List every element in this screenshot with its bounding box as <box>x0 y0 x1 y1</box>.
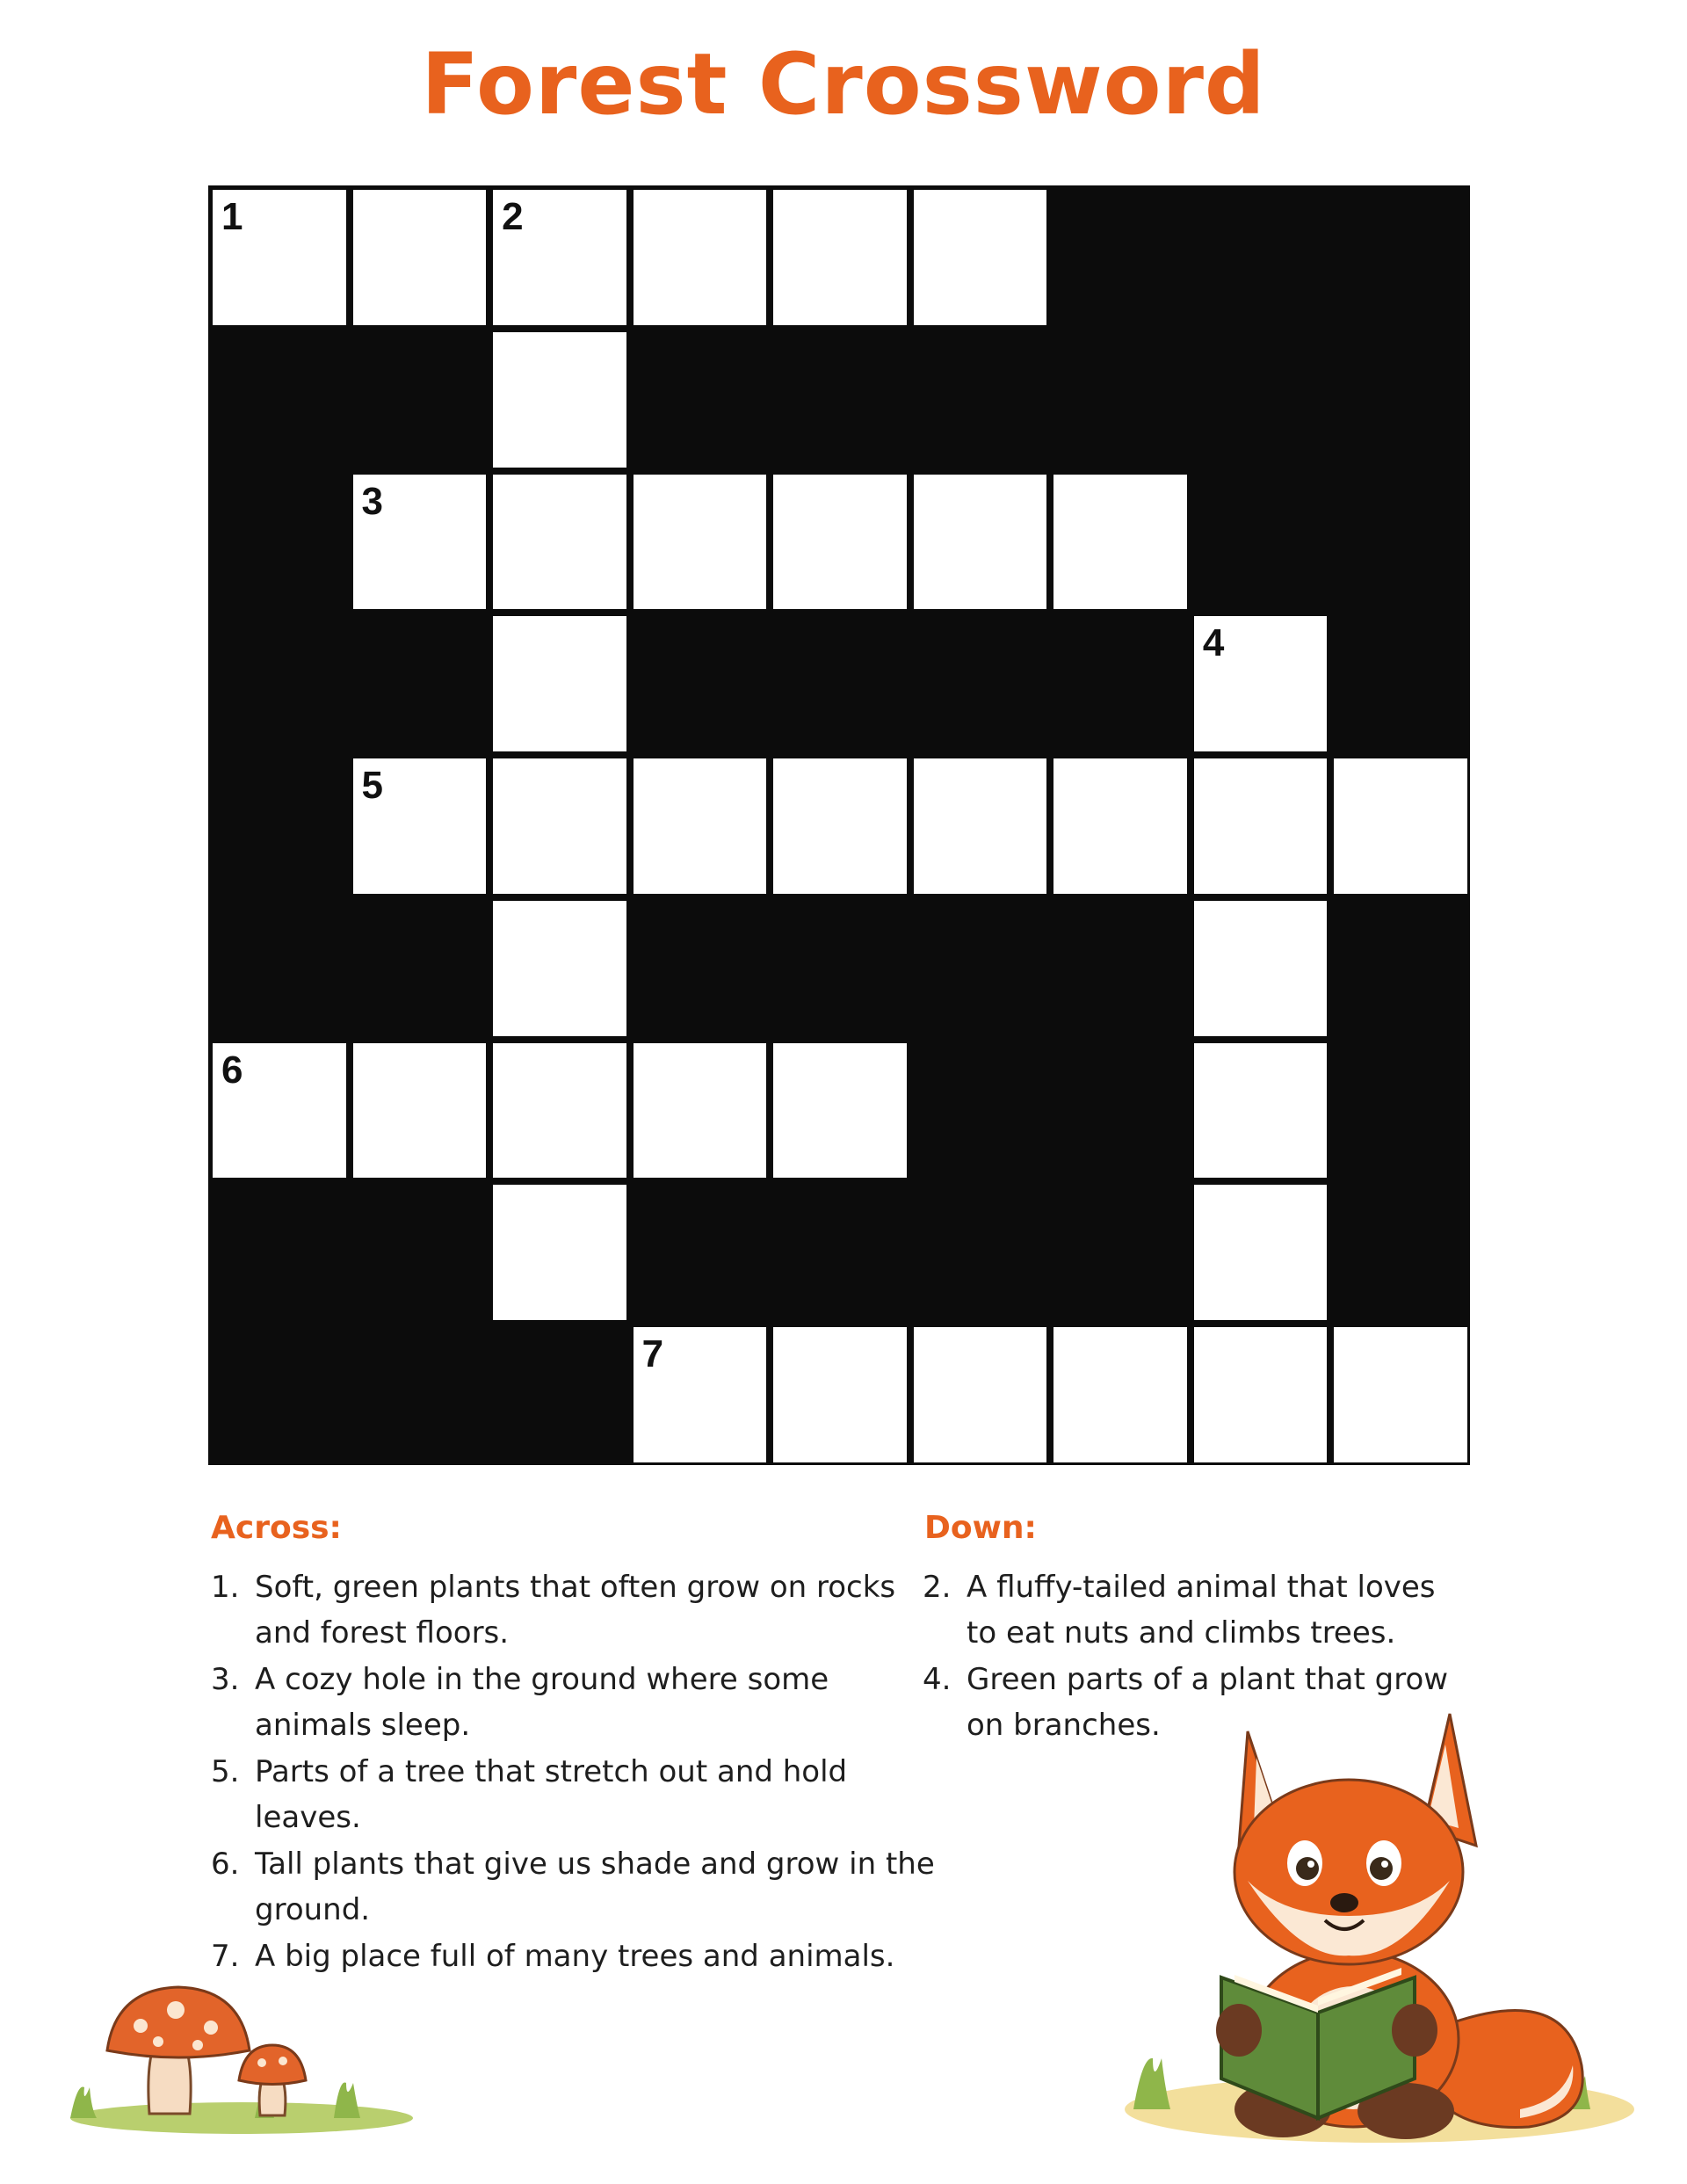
clue-number-label: 4. <box>923 1662 952 1697</box>
crossword-cell[interactable] <box>213 190 346 325</box>
clue-text: Tall plants that give us shade and grow in the ground. <box>255 1847 935 1927</box>
clue-number-label: 3. <box>211 1662 240 1697</box>
crossword-cell[interactable] <box>493 1185 626 1320</box>
clue-number-label: 5. <box>211 1754 240 1789</box>
across-clue <box>211 1841 940 1933</box>
crossword-cell[interactable] <box>914 758 1047 894</box>
crossword-cell[interactable] <box>493 901 626 1036</box>
crossword-cell[interactable] <box>1194 901 1328 1036</box>
crossword-cell[interactable] <box>1053 1327 1187 1462</box>
across-clue-list <box>211 1564 940 1980</box>
clue-number: 2 <box>502 195 524 238</box>
crossword-cell[interactable] <box>1194 1043 1328 1179</box>
crossword-cell[interactable] <box>634 475 767 610</box>
clue-number-label: 6. <box>211 1847 240 1882</box>
crossword-cell[interactable] <box>493 616 626 751</box>
crossword-cell[interactable] <box>1334 758 1467 894</box>
crossword-grid <box>208 185 1470 1465</box>
crossword-cell[interactable] <box>493 190 626 325</box>
crossword-cell[interactable] <box>634 758 767 894</box>
down-heading: Down: <box>924 1510 1037 1546</box>
clue-number-label: 2. <box>923 1570 952 1605</box>
crossword-cell[interactable] <box>493 475 626 610</box>
across-clue <box>211 1657 940 1748</box>
crossword-cell[interactable] <box>773 1327 907 1462</box>
across-heading: Across: <box>211 1510 342 1546</box>
crossword-cell[interactable] <box>914 1327 1047 1462</box>
page-title: Forest Crossword <box>421 35 1266 134</box>
crossword-cell[interactable] <box>914 475 1047 610</box>
clue-number: 1 <box>221 195 243 238</box>
clue-text: A cozy hole in the ground where some animals sleep. <box>255 1662 829 1743</box>
mushroom-icon <box>53 1964 422 2140</box>
down-clue <box>923 1564 1467 1656</box>
crossword-cell[interactable] <box>1194 1185 1328 1320</box>
crossword-cell[interactable] <box>493 332 626 468</box>
across-clue <box>211 1749 940 1840</box>
crossword-cell[interactable] <box>773 758 907 894</box>
clue-number-label: 7. <box>211 1939 240 1974</box>
crossword-cell[interactable] <box>493 758 626 894</box>
crossword-cell[interactable] <box>1334 1327 1467 1462</box>
clue-text: Green parts of a plant that grow on branches. <box>967 1662 1449 1743</box>
crossword-cell[interactable] <box>914 190 1047 325</box>
clue-text: A big place full of many trees and animals. <box>255 1939 895 1974</box>
clue-number: 7 <box>641 1332 664 1376</box>
crossword-cell[interactable] <box>353 758 487 894</box>
crossword-cell[interactable] <box>634 1043 767 1179</box>
crossword-cell[interactable] <box>1194 1327 1328 1462</box>
crossword-cell[interactable] <box>353 190 487 325</box>
crossword-cell[interactable] <box>493 1043 626 1179</box>
across-clue <box>211 1564 940 1656</box>
clue-text: Soft, green plants that often grow on rocks and forest floors. <box>255 1570 896 1651</box>
clue-number-label: 1. <box>211 1570 240 1605</box>
crossword-cell[interactable] <box>634 190 767 325</box>
crossword-cell[interactable] <box>773 190 907 325</box>
clue-text: A fluffy-tailed animal that loves to eat nuts and climbs trees. <box>967 1570 1436 1651</box>
crossword-cell[interactable] <box>1053 758 1187 894</box>
crossword-cell[interactable] <box>1194 616 1328 751</box>
crossword-cell[interactable] <box>773 1043 907 1179</box>
crossword-cell[interactable] <box>1053 475 1187 610</box>
clue-number: 3 <box>361 479 384 523</box>
crossword-cell[interactable] <box>773 475 907 610</box>
clue-number: 5 <box>361 764 384 808</box>
clue-number: 4 <box>1202 621 1225 665</box>
clue-text: Parts of a tree that stretch out and hold leaves. <box>255 1754 848 1835</box>
crossword-cell[interactable] <box>353 1043 487 1179</box>
crossword-cell[interactable] <box>213 1043 346 1179</box>
clue-number: 6 <box>221 1048 243 1092</box>
fox-reading-book-icon <box>1107 1696 1634 2153</box>
crossword-cell[interactable] <box>1194 758 1328 894</box>
crossword-cell[interactable] <box>353 475 487 610</box>
crossword-cell[interactable] <box>634 1327 767 1462</box>
